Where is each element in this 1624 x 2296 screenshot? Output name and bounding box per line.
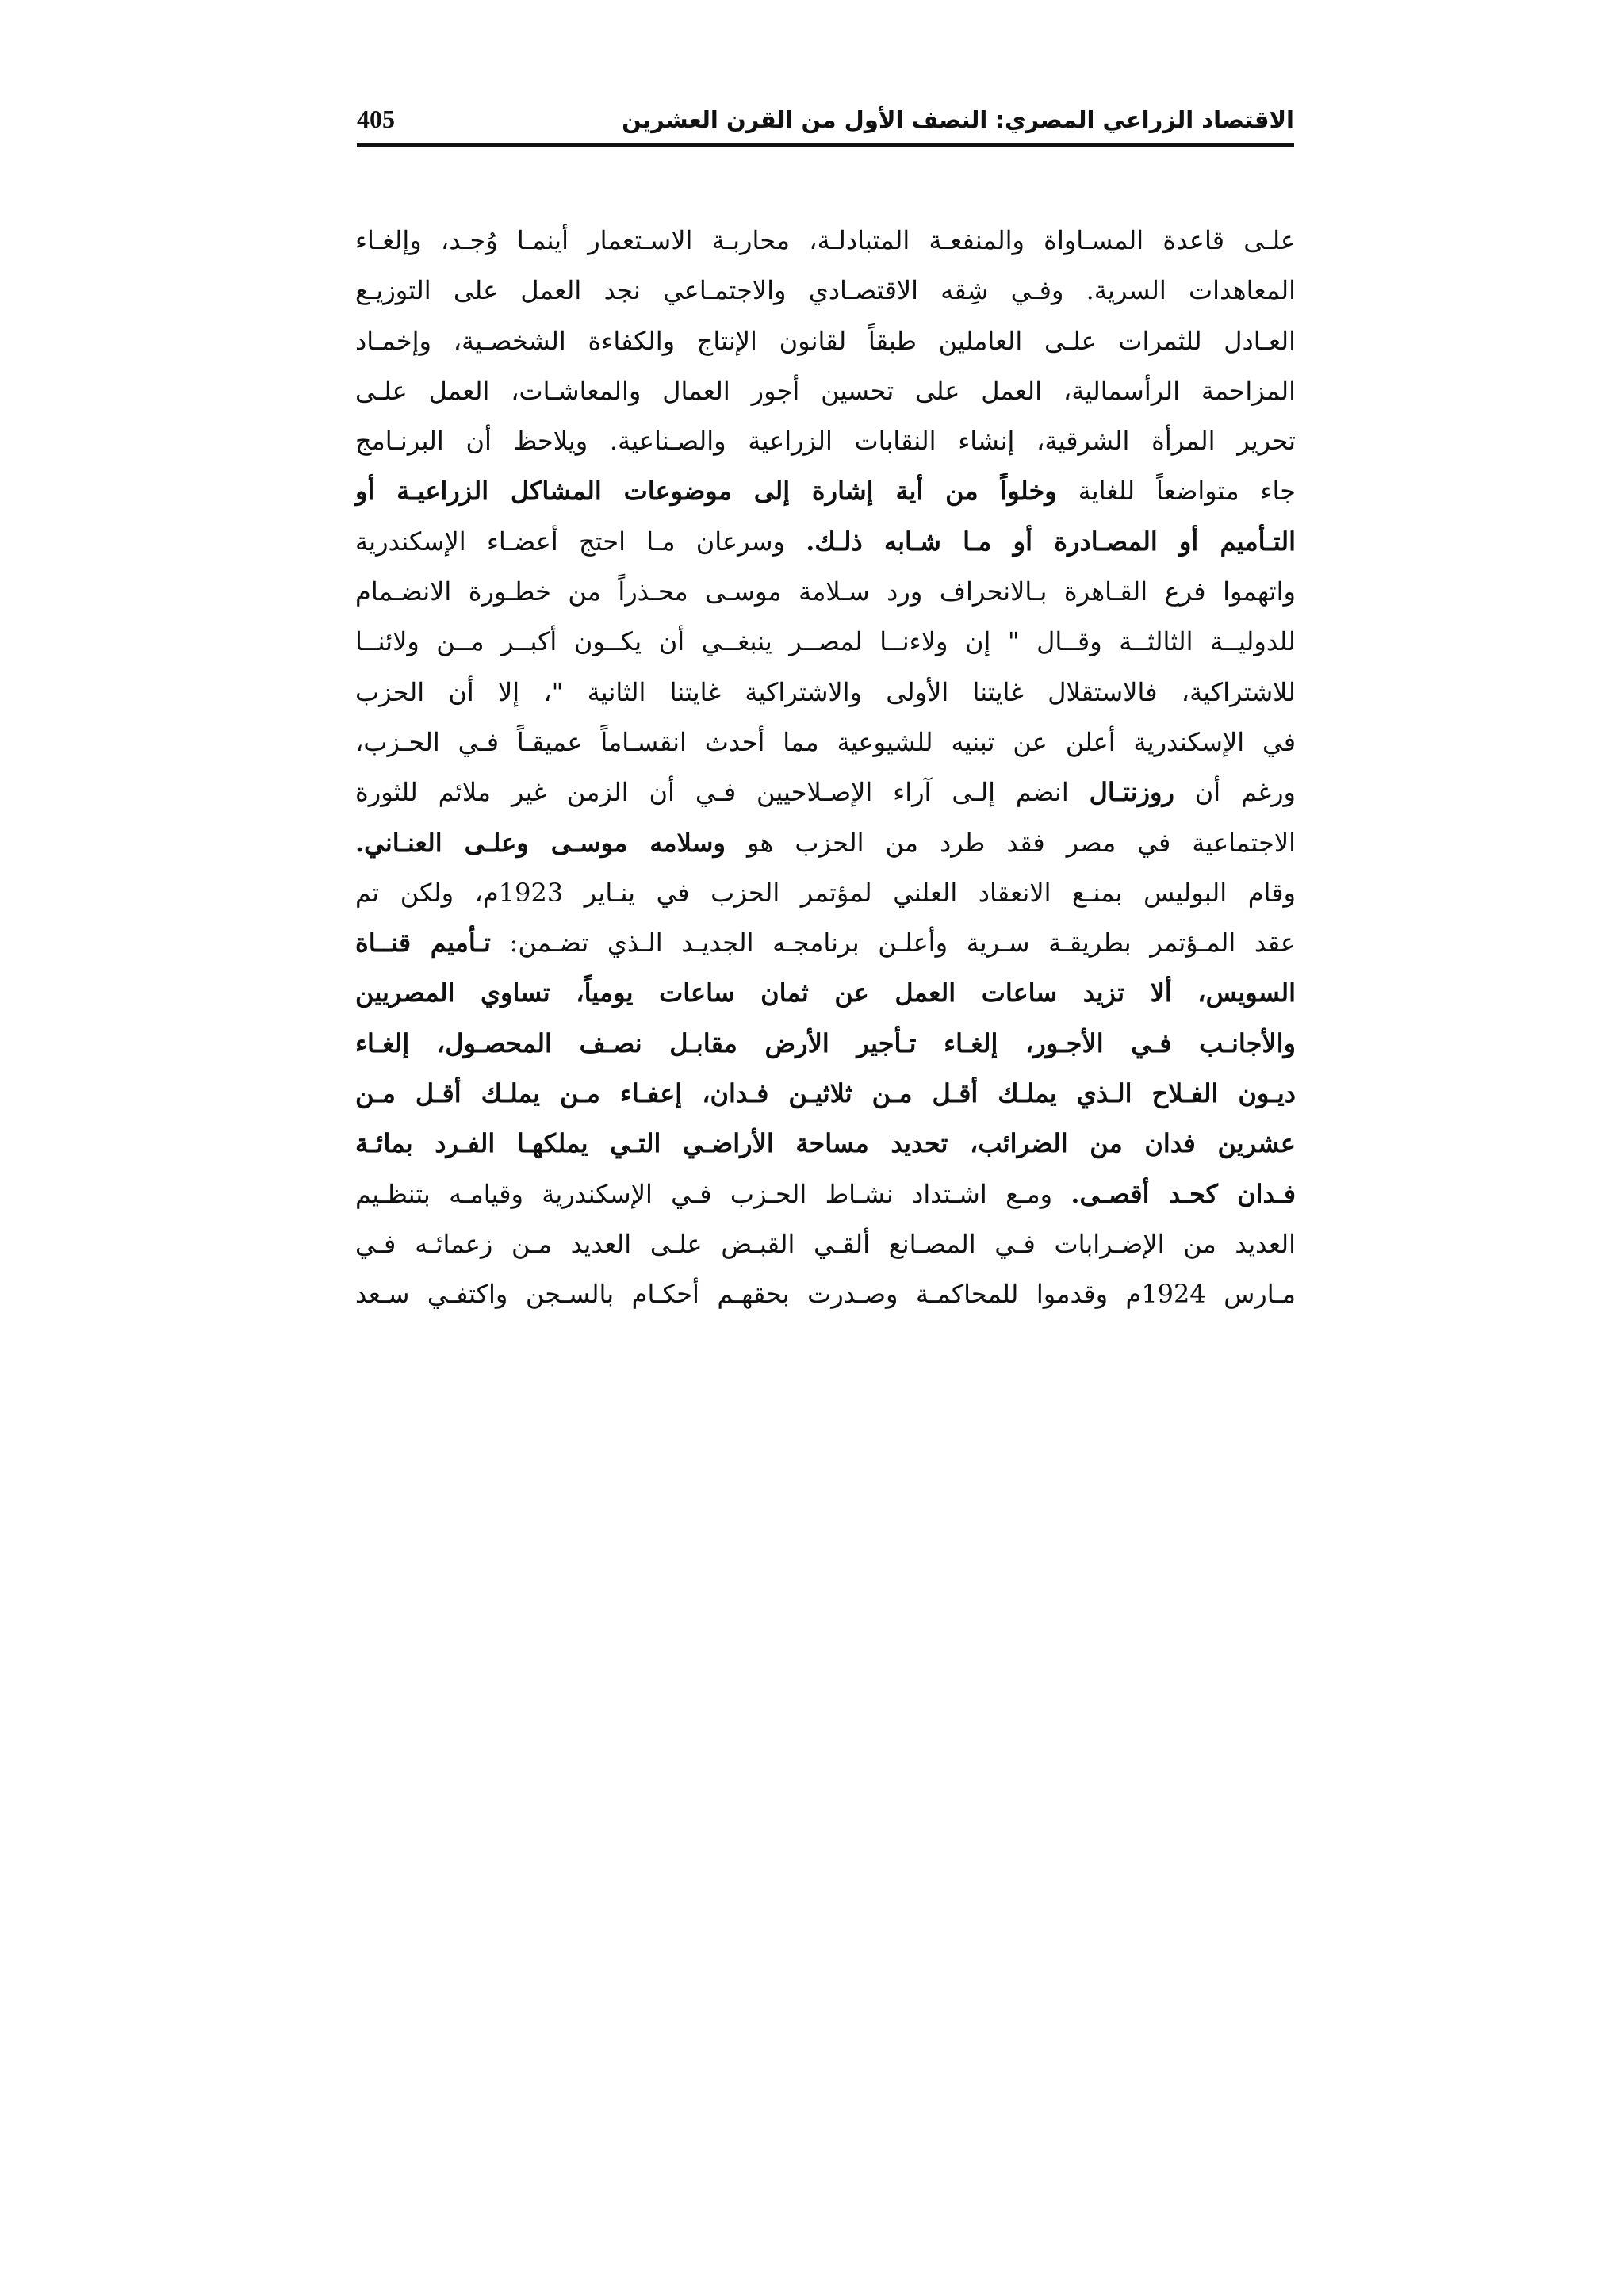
- bold-text-run: تـأميم قنــاة: [355, 928, 491, 959]
- text-line: [355, 668, 1296, 718]
- text-run: ومـع اشـتداد نشـاط الحـزب فـي الإسكندرية وقيامـه بتنظـيم: [355, 1178, 1071, 1209]
- text-run: المزاحمة الرأسمالية، العمل على تحسين أجور العمال والمعاشـات، العمل علـى: [355, 375, 1297, 406]
- running-title: الاقتصاد الزراعي المصري: النصف الأول من القرن العشرين: [622, 105, 1294, 133]
- body-text: [355, 216, 1296, 1320]
- text-run: جاء متواضعاً للغاية: [1056, 476, 1297, 507]
- text-line: [355, 266, 1296, 316]
- text-run: وسرعان مـا احتج أعضـاء الإسكندرية: [355, 526, 806, 557]
- text-run: العديد من الإضـرابات فـي المصـانع ألقـي القبـض علـى العديد مـن زعمائـه فـي: [355, 1228, 1296, 1259]
- bold-text-run: ديـون الفـلاح الـذي يملـك أقـل مـن ثلاثيـن فـدان، إعفـاء مـن يملـك أقـل مـن: [355, 1078, 1296, 1109]
- text-run: الاجتماعية في مصر فقد طرد من الحزب هو: [725, 827, 1297, 858]
- text-line: [355, 416, 1296, 466]
- text-line: [355, 216, 1296, 266]
- bold-text-run: عشرين فدان من الضرائب، تحديد مساحة الأراضـي التـي يملكهـا الفـرد بمائـة: [355, 1128, 1296, 1159]
- text-run: تحرير المرأة الشرقية، إنشاء النقابات الزراعية والصـناعية. ويلاحظ أن البرنـامج: [355, 426, 1296, 457]
- text-line: [355, 617, 1296, 667]
- text-run: انضم إلـى آراء الإصـلاحيين فـي أن الزمن غير ملائم للثورة: [355, 777, 1090, 808]
- bold-text-run: وسلامه موسـى وعلـى العنـاني.: [355, 827, 726, 858]
- text-run: للاشتراكية، فالاستقلال غايتنا الأولى والاشتراكية غايتنا الثانية "، إلا أن الحزب: [355, 676, 1297, 707]
- text-run: في الإسكندرية أعلن عن تبنيه للشيوعية مما أحدث انقسـاماً عميقـاً فـي الحـزب،: [355, 726, 1296, 757]
- page-number: 405: [357, 105, 395, 133]
- text-run: واتهموا فرع القـاهرة بـالانحراف ورد سـلامة موسـى محـذراً من خطـورة الانضـمام: [355, 576, 1296, 607]
- text-line: [355, 767, 1296, 817]
- text-line: [355, 1019, 1296, 1069]
- text-line: [355, 517, 1296, 567]
- text-line: [355, 1269, 1296, 1319]
- text-run: ورغم أن: [1174, 777, 1297, 808]
- text-line: [355, 366, 1296, 416]
- text-line: [355, 868, 1296, 918]
- text-line: [355, 968, 1296, 1018]
- text-run: علـى قاعدة المسـاواة والمنفعـة المتبادلـة، محاربـة الاسـتعمار أينمـا وُجـد، وإلغـاء: [355, 225, 1297, 255]
- text-line: [355, 466, 1296, 516]
- text-line: [355, 316, 1296, 366]
- bold-text-run: وخلواً من أية إشارة إلى موضوعات المشاكل الزراعيـة أو: [355, 476, 1057, 507]
- bold-text-run: التـأميم أو المصـادرة أو مـا شـابه ذلـك.: [806, 526, 1297, 557]
- text-line: [355, 1169, 1296, 1219]
- text-run: المعاهدات السرية. وفـي شِقه الاقتصـادي والاجتمـاعي نجد العمل على التوزيـع: [355, 275, 1296, 306]
- text-line: [355, 1219, 1296, 1269]
- bold-text-run: والأجانـب فـي الأجـور، إلغـاء تـأجير الأرض مقابـل نصـف المحصـول، إلغـاء: [355, 1027, 1296, 1058]
- text-line: [355, 918, 1296, 968]
- text-run: وقام البوليس بمنـع الانعقاد العلني لمؤتمر الحزب في ينـاير 1923م، ولكن تم: [355, 877, 1296, 908]
- running-header: [357, 101, 1294, 147]
- bold-text-run: السويس، ألا تزيد ساعات العمل عن ثمان ساعات يومياً، تساوي المصريين: [355, 978, 1296, 1008]
- text-run: مـارس 1924م وقدموا للمحاكمـة وصـدرت بحقهـم أحكـام بالسـجن واكتفـي سـعد: [355, 1279, 1297, 1310]
- bold-text-run: روزنتـال: [1089, 777, 1174, 808]
- text-line: [355, 718, 1296, 767]
- text-run: عقد المـؤتمر بطريقـة سـرية وأعلـن برنامجـه الجديـد الـذي تضـمن:: [490, 928, 1297, 959]
- text-line: [355, 567, 1296, 617]
- text-line: [355, 818, 1296, 868]
- text-run: العـادل للثمرات علـى العاملين طبقاً لقانون الإنتاج والكفاءة الشخصـية، وإخمـاد: [355, 325, 1297, 356]
- text-line: [355, 1119, 1296, 1169]
- text-run: للدوليــة الثالثــة وقــال " إن ولاءنــا لمصــر ينبغــي أن يكــون أكبــر مــن ولائنــا: [355, 626, 1296, 657]
- bold-text-run: فـدان كحـد أقصـى.: [1071, 1178, 1297, 1209]
- text-line: [355, 1069, 1296, 1119]
